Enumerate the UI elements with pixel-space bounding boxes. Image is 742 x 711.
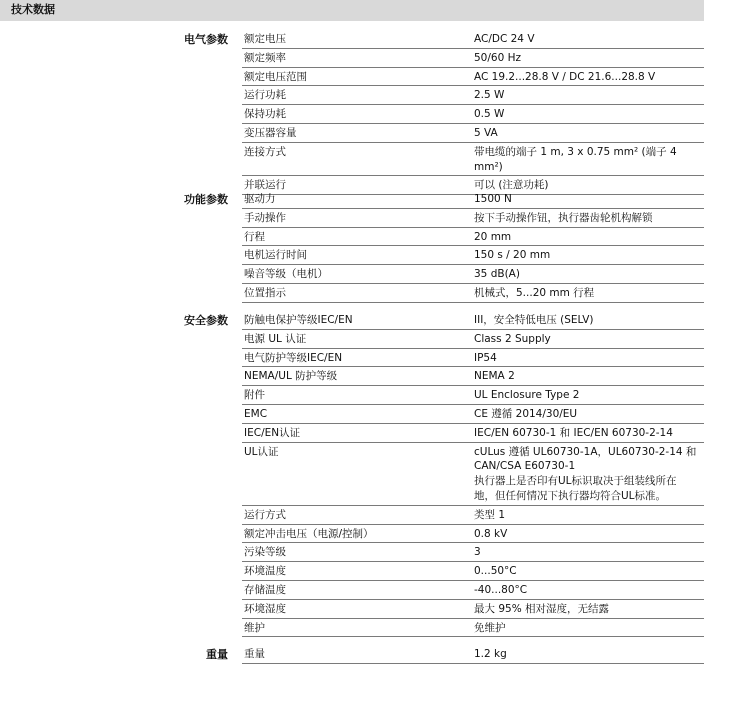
table-row (242, 228, 704, 247)
parameter-value (472, 311, 704, 329)
parameter-value-line: NEMA 2 (474, 370, 515, 383)
parameter-value (472, 619, 704, 637)
table-row (242, 645, 704, 664)
parameter-value (472, 424, 704, 442)
table-row (242, 443, 704, 506)
parameter-value (472, 543, 704, 561)
parameter-label: 污染等级 (244, 546, 286, 559)
table-row (242, 124, 704, 143)
parameter-value (472, 246, 704, 264)
parameter-label: 额定电压范围 (244, 70, 307, 83)
parameter-label: 维护 (244, 621, 265, 634)
parameter-value (472, 330, 704, 348)
parameter-value-line: 20 mm (474, 230, 512, 243)
parameter-value-line: 带电缆的端子 1 m, 3 x 0.75 mm² (端子 4 mm²) (474, 145, 677, 173)
parameter-label: 环境湿度 (244, 602, 286, 615)
parameter-label: 驱动力 (244, 193, 276, 205)
parameter-value-line: 5 VA (474, 126, 498, 139)
section-label: 功能参数 (184, 193, 228, 206)
parameter-label: UL认证 (244, 445, 279, 458)
parameter-value-line: 0.5 W (474, 108, 505, 121)
parameter-label: 额定冲击电压（电源/控制） (244, 527, 374, 540)
parameter-value-line: 最大 95% 相对湿度，无结露 (474, 602, 610, 615)
parameter-value (472, 600, 704, 618)
table-row (242, 68, 704, 87)
table-row (242, 30, 704, 49)
parameter-value (472, 143, 704, 176)
header-bar (0, 0, 704, 21)
parameter-value (472, 265, 704, 283)
table-row (242, 525, 704, 544)
table-row (242, 190, 704, 209)
parameter-label: 额定频率 (244, 51, 286, 64)
parameter-value-line: 0.8 kV (474, 527, 508, 540)
table-row (242, 349, 704, 368)
parameter-value-line: 0...50°C (474, 565, 517, 578)
parameter-value-line: 1500 N (474, 193, 512, 205)
table-row (242, 506, 704, 525)
parameter-label: 防触电保护等级IEC/EN (244, 314, 353, 326)
parameter-label: 位置指示 (244, 286, 286, 299)
parameter-label: 运行方式 (244, 508, 286, 521)
parameter-value (472, 190, 704, 208)
parameter-value (472, 506, 704, 524)
table-row (242, 105, 704, 124)
parameter-value-line: 35 dB(A) (474, 268, 520, 281)
parameter-value (472, 284, 704, 302)
parameter-label: 电源 UL 认证 (244, 332, 307, 345)
parameter-value (472, 367, 704, 385)
table-row (242, 600, 704, 619)
parameter-value-line: 机械式，5...20 mm 行程 (474, 286, 595, 299)
parameter-value (472, 581, 704, 599)
section-table (242, 311, 704, 637)
parameter-value-line: 150 s / 20 mm (474, 249, 551, 262)
parameter-label: 保持功耗 (244, 108, 286, 121)
table-row (242, 86, 704, 105)
parameter-value (472, 405, 704, 423)
table-row (242, 311, 704, 330)
parameter-label: 行程 (244, 230, 265, 243)
section-table (242, 645, 704, 664)
table-row (242, 386, 704, 405)
parameter-value-line: 执行器上是否印有UL标识取决于组装线所在 (474, 475, 677, 488)
parameter-label: EMC (244, 407, 268, 420)
parameter-value-line: 3 (474, 546, 481, 559)
table-row (242, 405, 704, 424)
table-row (242, 581, 704, 600)
section-label: 安全参数 (184, 314, 228, 327)
section-table (242, 190, 704, 303)
section-label: 电气参数 (184, 33, 228, 46)
parameter-value (472, 30, 704, 48)
parameter-value-line: AC 19.2...28.8 V / DC 21.6...28.8 V (474, 70, 656, 83)
section-label: 重量 (206, 648, 228, 661)
parameter-value (472, 562, 704, 580)
table-row (242, 246, 704, 265)
parameter-label: 手动操作 (244, 211, 286, 224)
parameter-value-line: III，安全特低电压 (SELV) (474, 314, 594, 326)
parameter-label: 并联运行 (244, 179, 286, 192)
parameter-value-line: -40...80°C (474, 583, 528, 596)
parameter-value (472, 386, 704, 404)
table-row (242, 619, 704, 638)
parameter-label: 电气防护等级IEC/EN (244, 351, 343, 364)
table-row (242, 284, 704, 303)
parameter-value-line: 免维护 (474, 621, 506, 634)
table-row (242, 209, 704, 228)
parameter-value-line: cULus 遵循 UL60730-1A，UL60730-2-14 和 (474, 445, 697, 458)
parameter-value-line: 可以 (注意功耗) (474, 179, 549, 192)
parameter-value (472, 49, 704, 67)
parameter-label: 变压器容量 (244, 126, 297, 139)
table-row (242, 543, 704, 562)
parameter-label: 环境温度 (244, 565, 286, 578)
parameter-label: 连接方式 (244, 145, 286, 158)
table-row (242, 424, 704, 443)
parameter-value-line: 1.2 kg (474, 648, 507, 660)
parameter-value-line: Class 2 Supply (474, 332, 551, 345)
parameter-value (472, 105, 704, 123)
page-title: 技术数据 (11, 3, 55, 16)
parameter-value-line: IP54 (474, 351, 497, 364)
parameter-value-line: 50/60 Hz (474, 51, 522, 64)
parameter-value (472, 124, 704, 142)
parameter-label: 存储温度 (244, 583, 286, 596)
parameter-value-line: 类型 1 (474, 508, 506, 521)
parameter-value (472, 86, 704, 104)
table-row (242, 265, 704, 284)
parameter-label: 额定电压 (244, 33, 286, 45)
parameter-label: 运行功耗 (244, 89, 286, 102)
parameter-label: NEMA/UL 防护等级 (244, 370, 338, 383)
parameter-value-line: AC/DC 24 V (474, 33, 535, 45)
parameter-value-line: CAN/CSA E60730-1 (474, 460, 576, 473)
parameter-value (472, 68, 704, 86)
parameter-value-line: IEC/EN 60730-1 和 IEC/EN 60730-2-14 (474, 426, 673, 439)
parameter-label: 附件 (244, 389, 265, 402)
parameter-value (472, 525, 704, 543)
parameter-value-line: CE 遵循 2014/30/EU (474, 407, 578, 420)
parameter-value (472, 209, 704, 227)
section-table (242, 30, 704, 195)
table-row (242, 562, 704, 581)
table-row (242, 367, 704, 386)
parameter-value-line: 2.5 W (474, 89, 505, 102)
parameter-label: 重量 (244, 648, 265, 660)
parameter-value-line: 按下手动操作钮，执行器齿轮机构解锁 (474, 211, 653, 224)
parameter-value-line: UL Enclosure Type 2 (474, 389, 580, 402)
parameter-value (472, 645, 704, 663)
parameter-value (472, 443, 704, 505)
parameter-label: IEC/EN认证 (244, 426, 301, 439)
parameter-value (472, 228, 704, 246)
table-row (242, 49, 704, 68)
parameter-label: 噪音等级（电机） (244, 268, 328, 281)
parameter-label: 电机运行时间 (244, 249, 307, 262)
table-row (242, 330, 704, 349)
table-row (242, 143, 704, 177)
parameter-value (472, 349, 704, 367)
parameter-value-line: 地，但任何情况下执行器均符合UL标准。 (474, 489, 667, 502)
